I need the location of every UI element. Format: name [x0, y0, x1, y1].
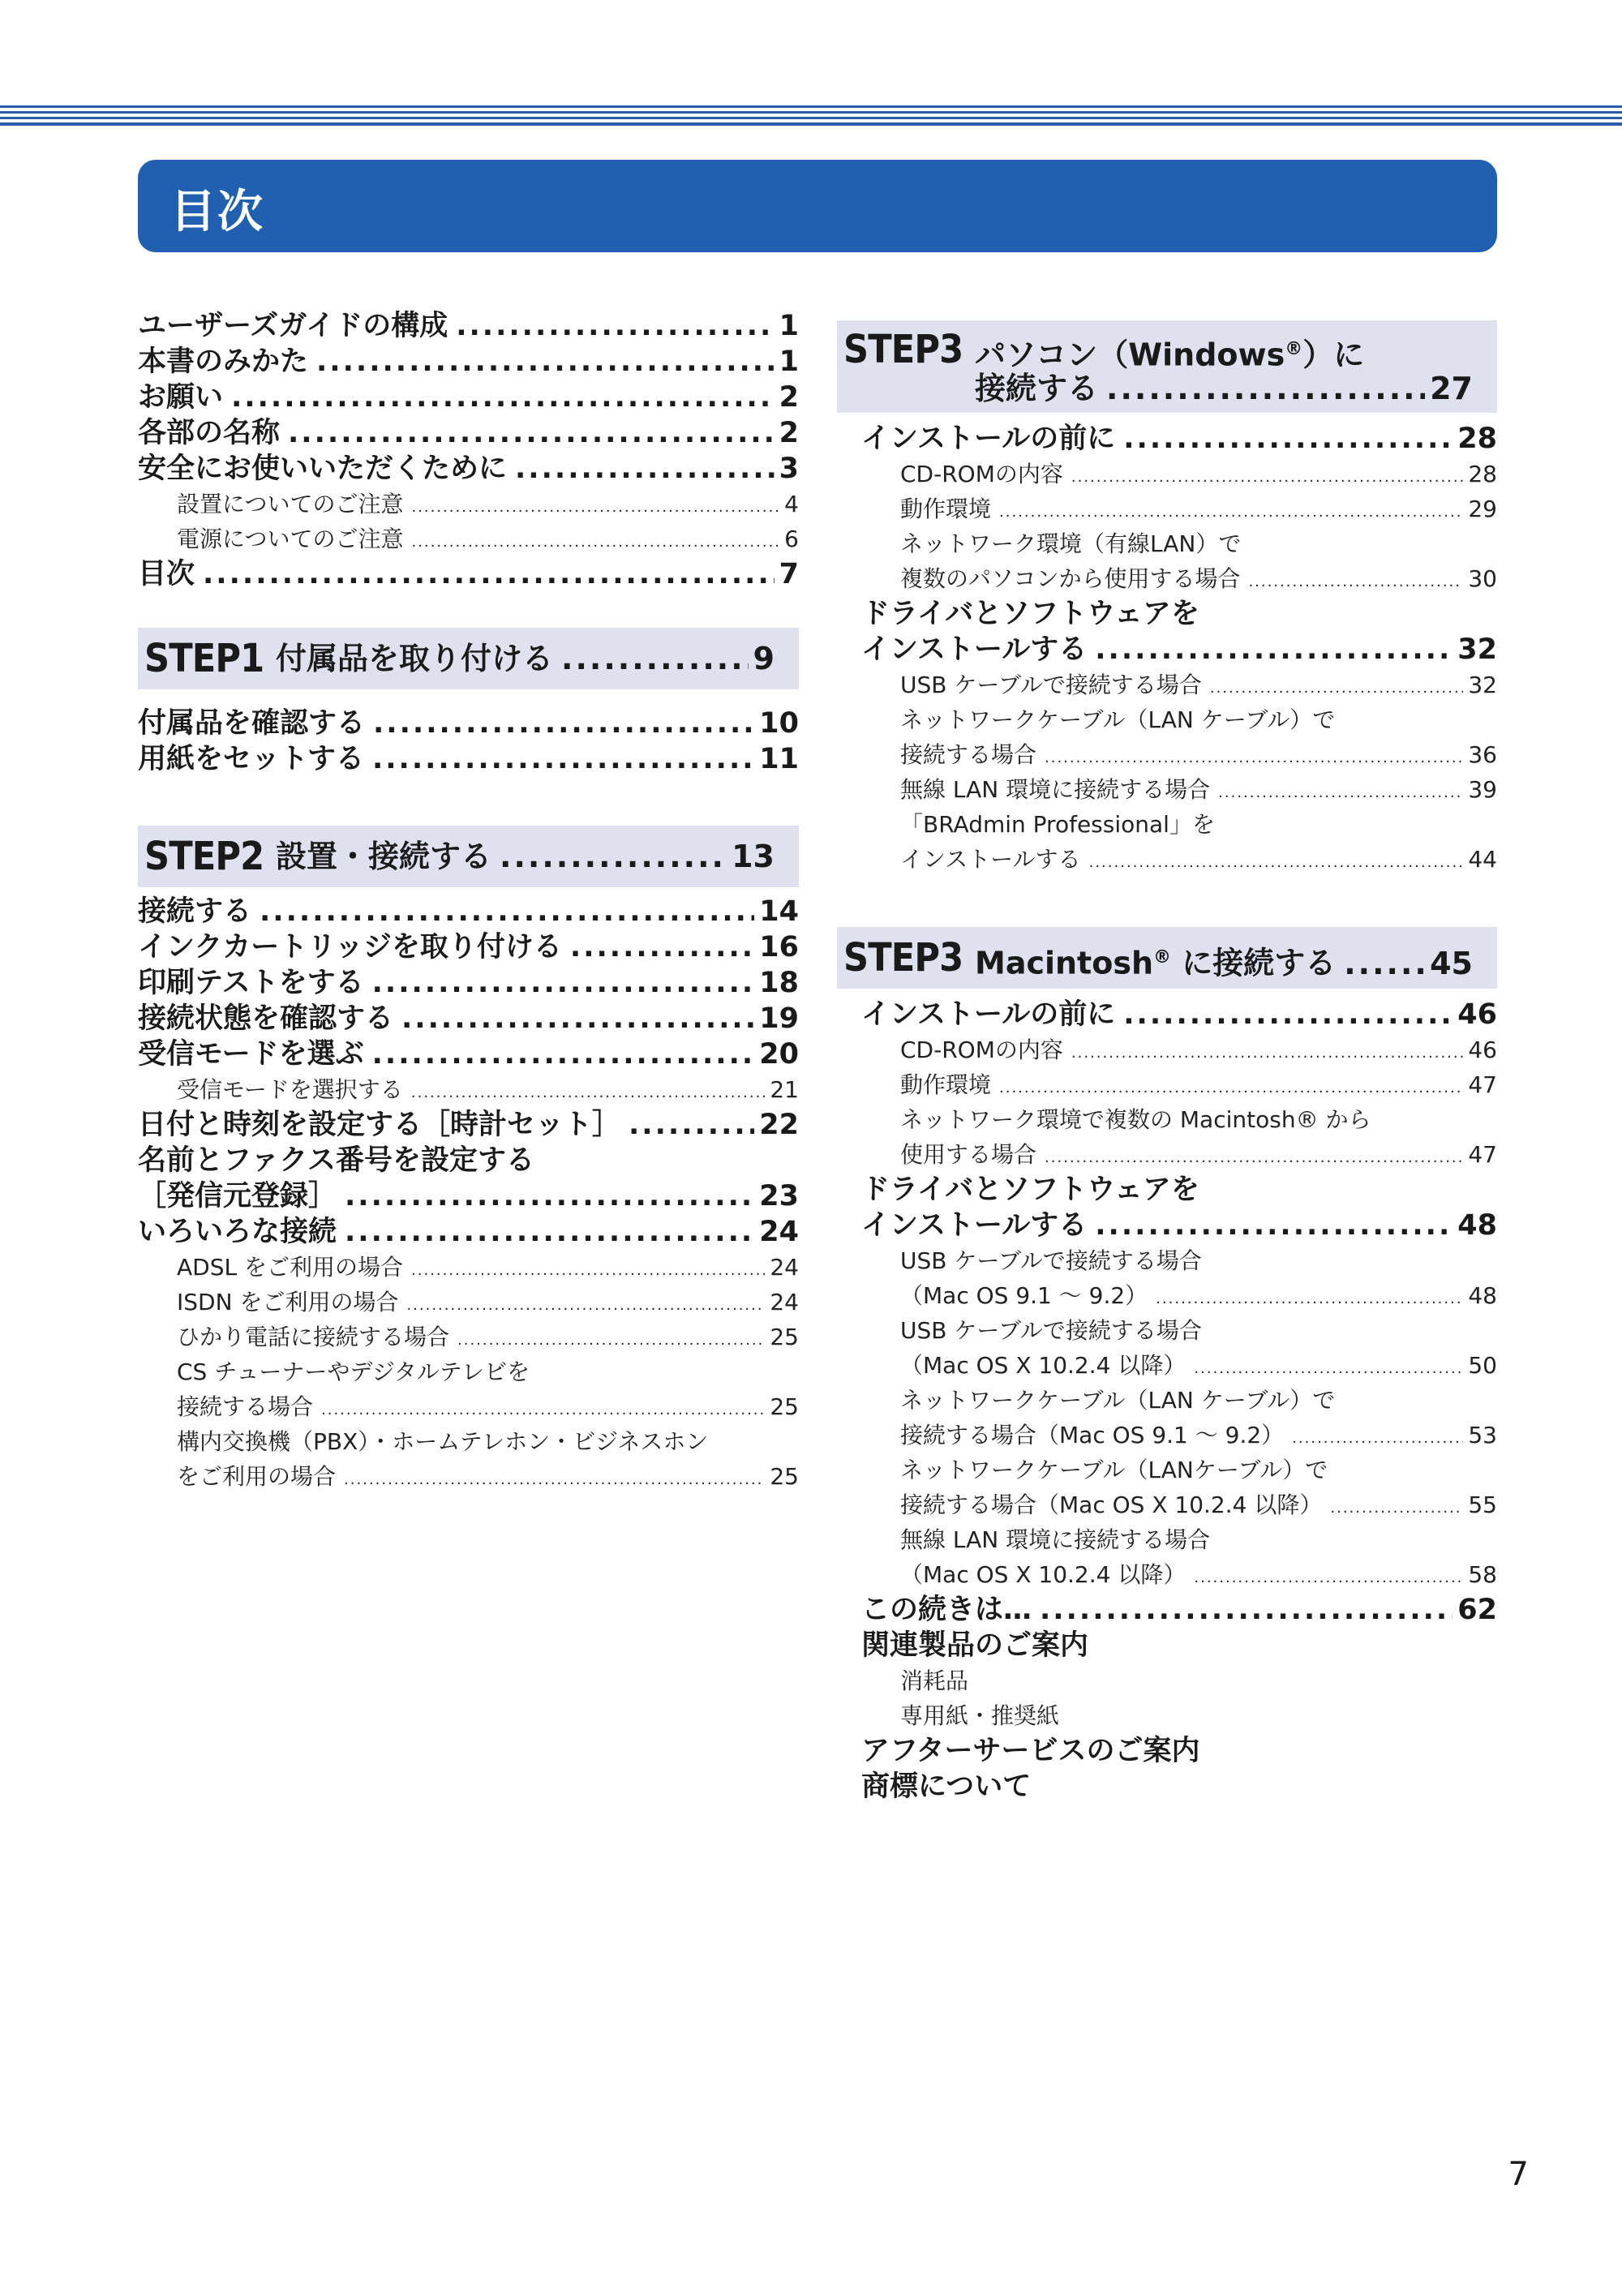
step2-title: 設置・接続する — [276, 839, 492, 874]
dot-leader — [1156, 1281, 1463, 1316]
toc-entry[interactable] — [861, 1243, 1497, 1278]
dot-leader — [260, 894, 754, 929]
toc-entry[interactable] — [861, 1383, 1497, 1418]
toc-entry-page: 22 — [759, 1109, 799, 1141]
dot-leader — [411, 1075, 765, 1110]
toc-entry[interactable] — [138, 308, 799, 344]
toc-entry-page: 16 — [759, 931, 799, 963]
dot-leader — [373, 706, 754, 741]
toc-entry-title: アフターサービスのご案内 — [861, 1735, 1200, 1767]
toc-entry-title: 商標について — [861, 1770, 1032, 1803]
toc-entry-page: 20 — [759, 1038, 799, 1071]
toc-entry[interactable] — [138, 894, 799, 929]
toc-entry-page: 11 — [759, 743, 799, 775]
toc-entry[interactable] — [138, 1320, 799, 1354]
toc-entry-title: ひかり電話に接続する場合 — [177, 1324, 450, 1350]
toc-entry[interactable] — [861, 842, 1497, 877]
dot-leader — [999, 1071, 1463, 1105]
toc-entry[interactable] — [861, 1769, 1497, 1805]
dot-leader — [345, 1214, 754, 1250]
toc-entry-title: この続きは… — [861, 1594, 1032, 1626]
toc-entry-title: ネットワーク環境（有線LAN）で — [900, 530, 1242, 557]
step2-band[interactable] — [138, 826, 799, 887]
dot-leader — [1248, 564, 1463, 599]
toc-entry-page: 24 — [770, 1289, 799, 1315]
dot-leader — [372, 1036, 755, 1072]
dot-leader — [1045, 1140, 1463, 1175]
toc-entry[interactable] — [138, 1001, 799, 1036]
toc-entry-page: 2 — [779, 381, 799, 414]
dot-leader — [456, 308, 774, 344]
dot-leader — [1218, 775, 1463, 810]
toc-entry[interactable] — [861, 421, 1497, 457]
toc-entry-title: 名前とファクス番号を設定する — [138, 1144, 534, 1177]
step3-windows-band[interactable] — [837, 320, 1497, 413]
toc-entry-page: 36 — [1468, 741, 1497, 768]
toc-entry-page: 53 — [1468, 1422, 1497, 1448]
toc-entry-page: 28 — [1468, 461, 1497, 487]
toc-entry[interactable] — [138, 1143, 799, 1178]
toc-entry[interactable] — [861, 1137, 1497, 1172]
toc-entry-page: 10 — [759, 707, 799, 740]
toc-entry[interactable] — [138, 1285, 799, 1320]
toc-entry-page: 1 — [779, 310, 799, 342]
toc-entry-title: 日付と時刻を設定する［時計セット］ — [138, 1109, 621, 1141]
toc-entry[interactable] — [138, 1389, 799, 1424]
dot-leader — [1330, 1491, 1463, 1526]
toc-entry-title: 安全にお使いいただくために — [138, 453, 508, 485]
toc-entry-title: 無線 LAN 環境に接続する場合 — [900, 1526, 1211, 1553]
toc-entry-page: 29 — [1468, 496, 1497, 522]
toc-entry-title: 動作環境 — [900, 496, 992, 522]
toc-entry-title: ドライバとソフトウェアを — [861, 598, 1199, 630]
toc-entry-page: 4 — [784, 491, 799, 517]
toc-entry-title: いろいろな接続 — [138, 1216, 337, 1248]
toc-entry[interactable] — [138, 741, 799, 777]
toc-entry[interactable] — [861, 491, 1497, 526]
toc-entry-title: 接続する場合（Mac OS 9.1 ～ 9.2） — [900, 1422, 1285, 1448]
toc-entry[interactable] — [861, 1348, 1497, 1383]
toc-entry-title: 各部の名称 — [138, 417, 281, 449]
dot-leader — [1071, 460, 1463, 495]
toc-entry-page: 25 — [770, 1463, 799, 1490]
toc-entry-title: USB ケーブルで接続する場合 — [900, 672, 1202, 698]
toc-entry[interactable] — [861, 457, 1497, 491]
toc-entry[interactable] — [861, 596, 1497, 632]
toc-entry-title: ネットワークケーブル（LAN ケーブル）で — [900, 1387, 1336, 1414]
toc-entry-page: 50 — [1468, 1352, 1497, 1379]
toc-entry[interactable] — [861, 997, 1497, 1032]
step3-windows-title-end: ）に — [1302, 337, 1365, 373]
toc-entry[interactable] — [861, 1067, 1497, 1102]
toc-entry-page: 62 — [1457, 1594, 1497, 1626]
dot-leader — [372, 965, 755, 1001]
toc-entry-page: 28 — [1457, 423, 1497, 455]
toc-entry-title: （Mac OS X 10.2.4 以降） — [900, 1561, 1186, 1588]
toc-entry[interactable] — [861, 1592, 1497, 1628]
toc-entry[interactable] — [138, 929, 799, 965]
step1-title: 付属品を取り付ける — [276, 641, 554, 676]
toc-entry[interactable] — [861, 1418, 1497, 1453]
toc-entry-page: 24 — [770, 1254, 799, 1281]
dot-leader — [203, 556, 775, 592]
step1-band[interactable] — [138, 628, 799, 689]
toc-entry-title: 用紙をセットする — [138, 743, 364, 775]
dot-leader — [321, 1393, 765, 1427]
toc-entry[interactable] — [138, 1354, 799, 1389]
toc-entry-title: 本書のみかた — [138, 345, 309, 378]
toc-entry-title: CD-ROMの内容 — [900, 461, 1063, 487]
toc-entry[interactable] — [138, 706, 799, 741]
toc-entry[interactable] — [138, 965, 799, 1001]
step3-mac-title: Macintosh — [975, 945, 1154, 981]
dot-leader — [515, 451, 775, 487]
toc-entry-title: 接続する場合（Mac OS X 10.2.4 以降） — [900, 1491, 1323, 1518]
registered-mark: ® — [1285, 339, 1303, 359]
toc-entry[interactable] — [138, 1214, 799, 1250]
dot-leader — [372, 741, 754, 777]
toc-entry-title: 構内交換機（PBX）・ホームテレホン・ビジネスホン — [177, 1428, 709, 1455]
toc-entry-page: 25 — [770, 1324, 799, 1350]
step3-windows-title-line1: パソコン（Windows — [975, 337, 1285, 373]
toc-entry[interactable] — [138, 344, 799, 380]
toc-entry[interactable] — [861, 772, 1497, 807]
toc-entry-page: 1 — [779, 345, 799, 378]
step3-mac-label: STEP3 — [843, 935, 963, 981]
dot-leader — [231, 380, 775, 415]
toc-entry[interactable] — [861, 1663, 1497, 1698]
toc-entry-title: ADSL をご利用の場合 — [177, 1254, 403, 1281]
toc-entry[interactable] — [861, 1733, 1497, 1769]
dot-leader — [316, 344, 775, 380]
toc-entry-title: 目次 — [138, 558, 195, 590]
toc-entry[interactable] — [861, 561, 1497, 596]
toc-entry-title: 専用紙・推奨紙 — [900, 1702, 1060, 1729]
toc-entry-title: ネットワークケーブル（LANケーブル）で — [900, 1457, 1328, 1483]
left-column — [138, 308, 799, 1494]
toc-entry[interactable] — [138, 451, 799, 487]
toc-entry-page: 48 — [1457, 1209, 1497, 1242]
step3-mac-toc-list — [837, 997, 1497, 1805]
toc-entry[interactable] — [861, 1208, 1497, 1243]
dot-leader — [345, 1178, 754, 1214]
toc-entry-title: （Mac OS X 10.2.4 以降） — [900, 1352, 1186, 1379]
toc-entry-page: 48 — [1468, 1282, 1497, 1309]
toc-entry[interactable] — [138, 1178, 799, 1214]
toc-entry-title: インストールする — [861, 1209, 1088, 1242]
toc-entry[interactable] — [861, 1522, 1497, 1557]
toc-entry-page: 32 — [1468, 672, 1497, 698]
toc-entry-title: インクカートリッジを取り付ける — [138, 931, 562, 963]
page-title: 目次 — [170, 186, 264, 238]
toc-entry-title: をご利用の場合 — [177, 1463, 337, 1490]
toc-entry-title: 受信モードを選ぶ — [138, 1038, 364, 1071]
toc-entry-page: 44 — [1468, 846, 1497, 873]
toc-entry-title: （Mac OS 9.1 ～ 9.2） — [900, 1282, 1148, 1309]
dot-leader — [999, 495, 1463, 530]
step1-toc-list — [138, 706, 799, 777]
toc-entry-title: 接続する — [138, 895, 252, 928]
toc-entry-page: 58 — [1468, 1561, 1497, 1588]
toc-entry[interactable] — [138, 415, 799, 451]
toc-entry[interactable] — [861, 1698, 1497, 1733]
toc-entry[interactable] — [861, 1628, 1497, 1663]
dot-leader — [1123, 997, 1453, 1032]
toc-entry-page: 23 — [759, 1180, 799, 1212]
toc-entry-page: 7 — [779, 558, 799, 590]
toc-entry-page: 30 — [1468, 565, 1497, 592]
toc-entry-title: 消耗品 — [900, 1667, 969, 1694]
toc-entry-title: ［発信元登録］ — [138, 1180, 337, 1212]
title-banner — [138, 160, 1497, 252]
dot-leader — [1095, 632, 1453, 667]
toc-entry-title: CS チューナーやデジタルテレビを — [177, 1358, 530, 1385]
step3-mac-title-end: に接続する — [1171, 945, 1337, 981]
step2-toc-list — [138, 894, 799, 1494]
toc-entry-title: ネットワーク環境で複数の Macintosh® から — [900, 1106, 1371, 1133]
toc-entry[interactable] — [861, 632, 1497, 667]
step3-windows-title-line2: 接続する — [975, 371, 1099, 406]
toc-entry-page: 46 — [1457, 998, 1497, 1031]
step3-windows-page: 27 — [1430, 371, 1473, 406]
toc-entry-title: 電源についてのご注意 — [177, 526, 404, 552]
toc-entry[interactable] — [861, 1313, 1497, 1348]
toc-entry-title: 設置についてのご注意 — [177, 491, 404, 517]
dot-leader — [1089, 845, 1464, 880]
dot-leader — [1071, 1036, 1463, 1071]
dot-leader — [1040, 1592, 1453, 1628]
registered-mark: ® — [1153, 947, 1172, 968]
toc-entry[interactable] — [861, 1278, 1497, 1313]
toc-entry-page: 25 — [770, 1393, 799, 1420]
dot-leader — [288, 415, 775, 451]
toc-entry[interactable] — [138, 1107, 799, 1143]
step2-page: 13 — [732, 839, 775, 874]
toc-entry-title: 「BRAdmin Professional」を — [900, 811, 1215, 838]
toc-entry-page: 19 — [759, 1002, 799, 1035]
toc-entry-page: 2 — [779, 417, 799, 449]
toc-entry[interactable] — [138, 1036, 799, 1072]
toc-entry[interactable] — [861, 702, 1497, 737]
toc-entry[interactable] — [861, 667, 1497, 702]
toc-entry[interactable] — [138, 1424, 799, 1459]
toc-entry[interactable] — [138, 487, 799, 521]
toc-entry[interactable] — [138, 380, 799, 415]
toc-entry-title: 複数のパソコンから使用する場合 — [900, 565, 1241, 592]
toc-entry-title: 付属品を確認する — [138, 707, 366, 740]
toc-entry-title: お願い — [138, 381, 224, 414]
dot-leader — [401, 1001, 754, 1036]
toc-entry-title: インストールの前に — [861, 998, 1116, 1031]
dot-leader — [1210, 671, 1464, 706]
toc-entry-page: 39 — [1468, 776, 1497, 803]
toc-entry-title: USB ケーブルで接続する場合 — [900, 1317, 1202, 1344]
toc-entry-title: ISDN をご利用の場合 — [177, 1289, 399, 1315]
toc-entry-title: インストールする — [861, 633, 1088, 666]
step3-windows-toc-list — [837, 421, 1497, 877]
toc-entry-title: 無線 LAN 環境に接続する場合 — [900, 776, 1211, 803]
toc-entry-page: 55 — [1468, 1491, 1497, 1518]
toc-entry[interactable] — [861, 1102, 1497, 1137]
toc-entry-title: USB ケーブルで接続する場合 — [900, 1247, 1202, 1274]
toc-entry-title: 使用する場合 — [900, 1141, 1037, 1168]
toc-entry-title: ユーザーズガイドの構成 — [138, 310, 448, 342]
dot-leader — [411, 1253, 765, 1288]
step1-label: STEP1 — [144, 636, 264, 681]
toc-entry[interactable] — [861, 1172, 1497, 1208]
toc-entry[interactable] — [138, 1072, 799, 1107]
toc-entry-title: 接続する場合 — [177, 1393, 314, 1420]
toc-entry[interactable] — [138, 1250, 799, 1285]
toc-entry-page: 47 — [1468, 1141, 1497, 1168]
dot-leader — [344, 1462, 765, 1497]
dot-leader — [1123, 421, 1453, 457]
toc-entry[interactable] — [138, 521, 799, 556]
toc-entry-title: 接続する場合 — [900, 741, 1037, 768]
toc-entry-title: 印刷テストをする — [138, 967, 364, 999]
toc-entry-page: 32 — [1457, 633, 1497, 666]
toc-entry-title: インストールの前に — [861, 423, 1116, 455]
toc-entry-title: 動作環境 — [900, 1071, 992, 1098]
toc-entry[interactable] — [138, 1459, 799, 1494]
toc-entry-title: ドライバとソフトウェアを — [861, 1174, 1199, 1206]
toc-entry-title: 接続状態を確認する — [138, 1002, 394, 1035]
step3-mac-page: 45 — [1430, 945, 1473, 981]
dot-leader — [629, 1107, 754, 1143]
dot-leader — [411, 525, 779, 560]
right-column — [837, 320, 1497, 1805]
toc-entry-page: 47 — [1468, 1071, 1497, 1098]
toc-entry[interactable] — [861, 1487, 1497, 1522]
toc-entry-page: 46 — [1468, 1036, 1497, 1063]
toc-entry-title: 受信モードを選択する — [177, 1076, 403, 1103]
step3-windows-label: STEP3 — [843, 327, 963, 372]
toc-entry[interactable] — [861, 1453, 1497, 1487]
step1-page: 9 — [753, 641, 775, 676]
toc-entry[interactable] — [861, 1557, 1497, 1592]
toc-entry-page: 24 — [759, 1216, 799, 1248]
dot-leader — [1194, 1351, 1463, 1386]
toc-entry[interactable] — [861, 807, 1497, 842]
dot-leader — [406, 1288, 765, 1323]
dot-leader — [570, 929, 754, 965]
toc-entry-title: CD-ROMの内容 — [900, 1036, 1063, 1063]
toc-entry-page: 21 — [770, 1076, 799, 1103]
toc-entry-page: 18 — [759, 967, 799, 999]
toc-entry-page: 3 — [779, 453, 799, 485]
intro-toc-list — [138, 308, 799, 592]
toc-entry[interactable] — [861, 526, 1497, 561]
toc-entry[interactable] — [861, 737, 1497, 772]
toc-entry[interactable] — [138, 556, 799, 592]
toc-entry-title: 関連製品のご案内 — [861, 1629, 1089, 1662]
dot-leader — [1292, 1421, 1463, 1456]
toc-entry[interactable] — [861, 1032, 1497, 1067]
dot-leader — [457, 1323, 765, 1358]
toc-entry-page: 6 — [784, 526, 799, 552]
dot-leader — [1194, 1560, 1463, 1595]
step2-label: STEP2 — [144, 834, 264, 879]
toc-entry-title: インストールする — [900, 846, 1081, 873]
toc-entry-page: 14 — [759, 895, 799, 928]
toc-entry-title: ネットワークケーブル（LAN ケーブル）で — [900, 706, 1336, 733]
page-number: 7 — [1508, 2156, 1529, 2193]
dot-leader — [1045, 740, 1463, 775]
step3-mac-band[interactable] — [837, 927, 1497, 989]
dot-leader — [411, 490, 779, 525]
dot-leader — [1095, 1208, 1453, 1243]
